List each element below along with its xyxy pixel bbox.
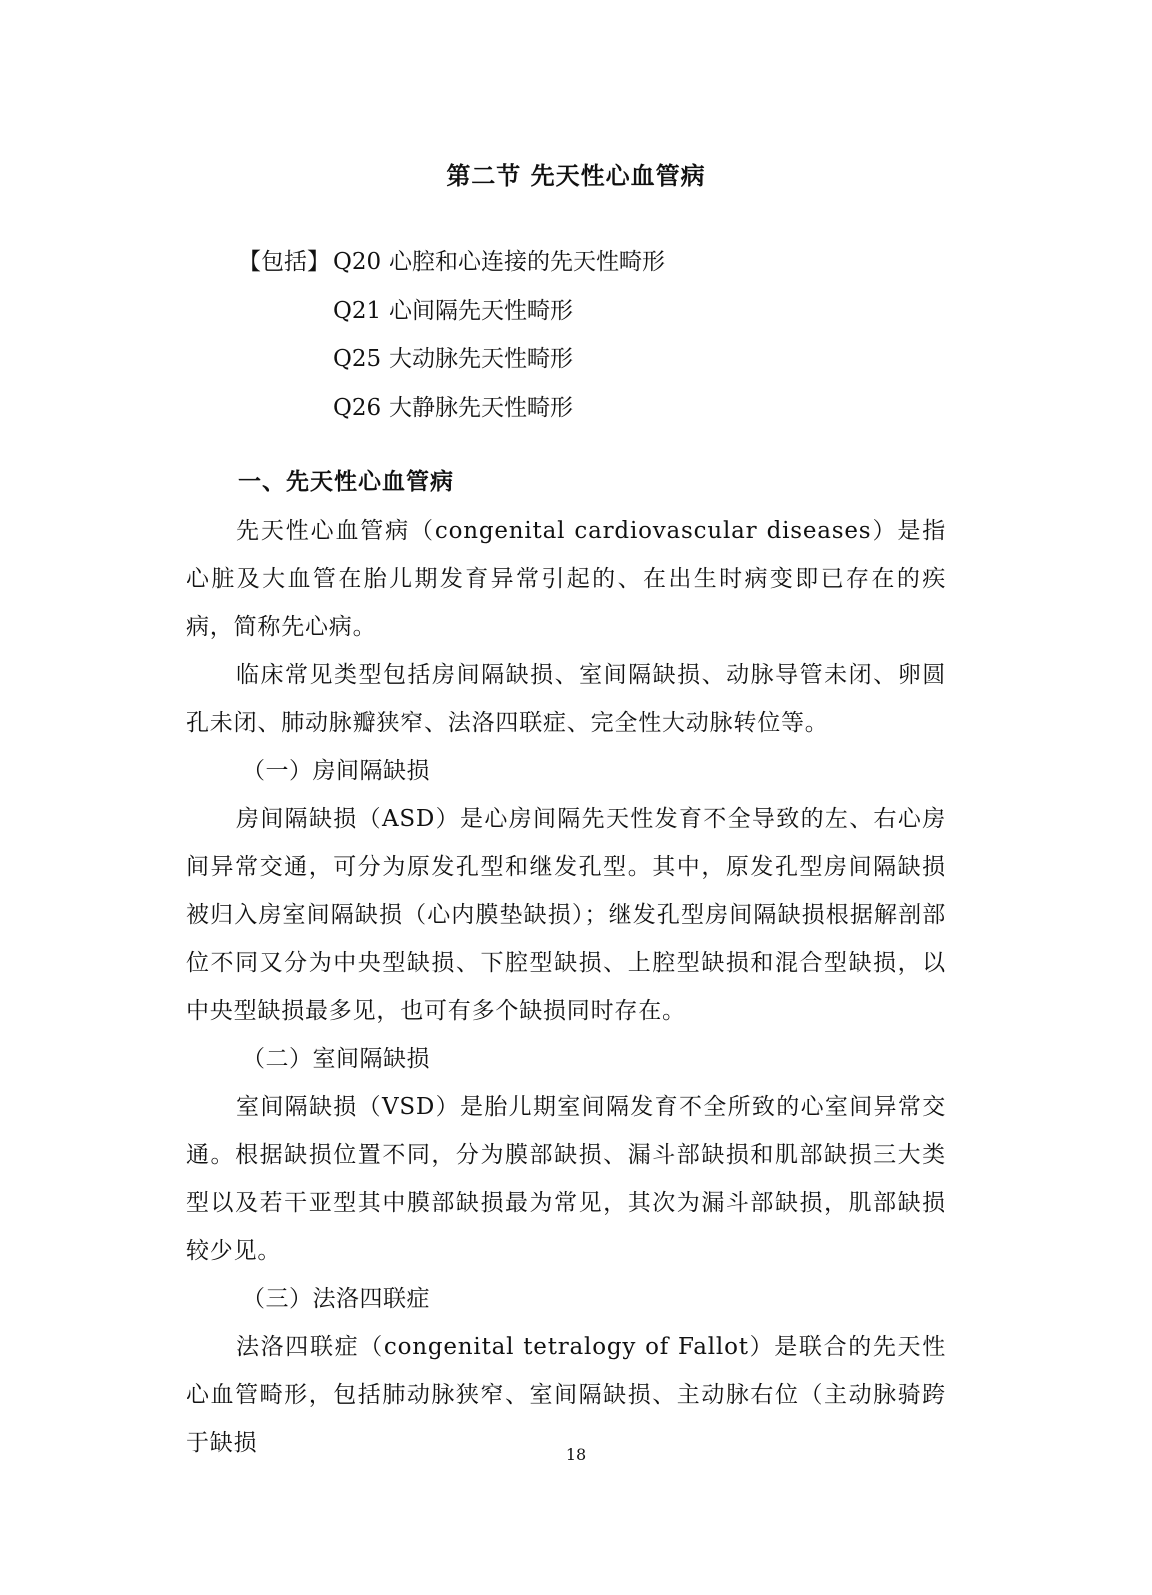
includes-block (238, 238, 665, 432)
includes-row (238, 384, 665, 433)
includes-row (238, 287, 665, 336)
includes-label: 【包括】 (238, 249, 330, 275)
includes-text: 大静脉先天性畸形 (389, 394, 573, 421)
includes-text: 大动脉先天性畸形 (389, 346, 573, 372)
paragraph-intro: 先天性心血管病（congenital cardiovascular diseases）是指心脏及大血管在胎儿期发育异常引起的、在出生时病变即已存在的疾病，简称先心病。 (186, 518, 946, 640)
paragraph-vsd: 室间隔缺损（VSD）是胎儿期室间隔发育不全所致的心室间异常交通。根据缺损位置不同，分为膜部缺损、漏斗部缺损和肌部缺损三大类型以及若干亚型其中膜部缺损最为常见，其次为漏斗部缺损，肌部缺损较少见。 (186, 1094, 946, 1264)
includes-text: 心间隔先天性畸形 (389, 297, 573, 324)
includes-code: Q20 (333, 249, 382, 275)
includes-code: Q25 (333, 346, 382, 372)
heading-congenital-cardiovascular: 一、先天性心血管病 (238, 468, 454, 495)
subheading-vsd: （二）室间隔缺损 (242, 1046, 430, 1072)
page-number: 18 (565, 1445, 587, 1464)
paragraph-types: 临床常见类型包括房间隔缺损、室间隔缺损、动脉导管未闭、卵圆孔未闭、肺动脉瓣狭窄、法洛四联症、完全性大动脉转位等。 (186, 662, 946, 736)
subheading-tof: （三）法洛四联症 (242, 1286, 430, 1312)
includes-code: Q26 (333, 394, 382, 421)
subheading-asd: （一）房间隔缺损 (242, 758, 430, 784)
body-text (186, 507, 946, 1467)
includes-row (238, 335, 665, 384)
includes-row (238, 238, 665, 287)
includes-text: 心腔和心连接的先天性畸形 (389, 249, 665, 275)
includes-code: Q21 (333, 297, 382, 324)
paragraph-tof: 法洛四联症（congenital tetralogy of Fallot）是联合的先天性心血管畸形，包括肺动脉狭窄、室间隔缺损、主动脉右位（主动脉骑跨于缺损 (186, 1334, 946, 1456)
paragraph-asd: 房间隔缺损（ASD）是心房间隔先天性发育不全导致的左、右心房间异常交通，可分为原发孔型和继发孔型。其中，原发孔型房间隔缺损被归入房室间隔缺损（心内膜垫缺损）；继发孔型房间隔缺损根据解剖部位不同又分为中央型缺损、下腔型缺损、上腔型缺损和混合型缺损，以中央型缺损最多见，也可有多个缺损同时存在。 (186, 806, 946, 1024)
section-title: 第二节 先天性心血管病 (446, 161, 706, 190)
